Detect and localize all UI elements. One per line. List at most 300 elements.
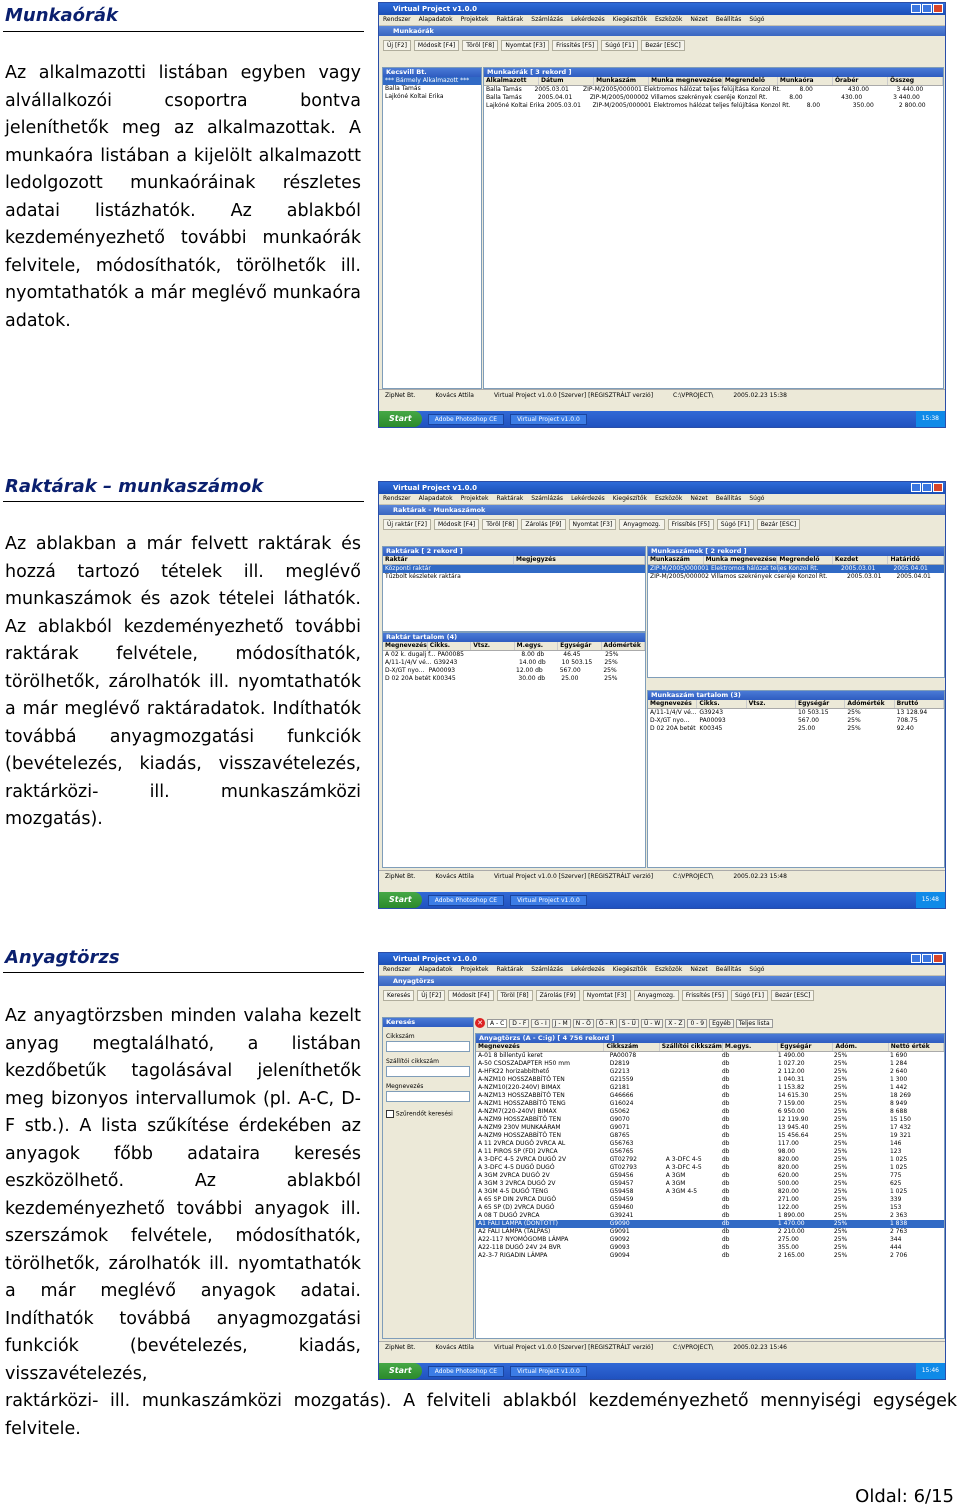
menu-item[interactable]: Projektek bbox=[460, 495, 489, 502]
window-title: Virtual Project v1.0.0 bbox=[393, 955, 477, 963]
table-row[interactable] bbox=[484, 86, 943, 94]
cell: 1 890.00 bbox=[777, 1212, 805, 1219]
toolbar bbox=[379, 36, 945, 54]
table-row[interactable] bbox=[476, 1252, 944, 1260]
menu-item[interactable]: Beállítás bbox=[715, 495, 742, 502]
list-item[interactable] bbox=[383, 77, 481, 85]
grid-title: Munkaórák [ 3 rekord ] bbox=[484, 68, 943, 77]
table-row[interactable] bbox=[476, 1156, 944, 1164]
table-row[interactable] bbox=[476, 1180, 944, 1188]
lock-button[interactable]: Zárolás [F9] bbox=[521, 519, 565, 530]
window-controls bbox=[911, 954, 943, 963]
taskbar-item[interactable]: Virtual Project v1.0.0 bbox=[510, 895, 587, 906]
cell bbox=[474, 659, 517, 667]
material-move-button[interactable]: Anyagmozg. bbox=[634, 990, 679, 1001]
column-header[interactable]: Órabér bbox=[833, 77, 888, 85]
tab-letter[interactable]: S - Ü bbox=[619, 1019, 639, 1028]
menu-item[interactable]: Beállítás bbox=[715, 966, 742, 973]
table-row[interactable] bbox=[383, 659, 645, 667]
column-header[interactable]: Egységár bbox=[558, 642, 601, 650]
menu-item[interactable]: Számlázás bbox=[531, 495, 564, 502]
menu-item[interactable]: Súgó bbox=[749, 495, 765, 502]
table-row[interactable] bbox=[476, 1188, 944, 1196]
cell: 820.00 bbox=[777, 1188, 799, 1195]
cell: db bbox=[721, 1132, 730, 1139]
letter-tabs bbox=[475, 1017, 773, 1029]
table-row[interactable] bbox=[476, 1076, 944, 1084]
cell: 25% bbox=[604, 675, 618, 682]
cell: Elektromos hálózat teljes felújítása bbox=[653, 102, 759, 109]
table-row[interactable] bbox=[476, 1068, 944, 1076]
delete-button[interactable]: Töröl [F8] bbox=[497, 990, 533, 1001]
cell: A-NZM9 230V MUNKAÁRAM bbox=[478, 1124, 561, 1131]
menu-item[interactable]: Kiegészítők bbox=[612, 495, 648, 502]
maximize-icon[interactable] bbox=[922, 483, 932, 492]
menu-item[interactable]: Raktárak bbox=[496, 966, 524, 973]
edit-button[interactable]: Módosít [F4] bbox=[414, 40, 459, 51]
checkbox-icon[interactable] bbox=[386, 1110, 394, 1118]
column-header[interactable]: Összeg bbox=[888, 77, 943, 85]
company-select[interactable]: Kecsvill Bt. bbox=[383, 68, 481, 77]
page-number: Oldal: 6/15 bbox=[855, 1486, 954, 1507]
table-row[interactable] bbox=[648, 709, 944, 717]
tab-letter[interactable]: J - M bbox=[552, 1019, 571, 1028]
material-move-button[interactable]: Anyagmozg. bbox=[619, 519, 664, 530]
section-rule bbox=[3, 31, 364, 32]
cell bbox=[664, 1212, 720, 1220]
name-input[interactable] bbox=[386, 1091, 470, 1102]
column-header[interactable]: Szállítói cikkszám bbox=[661, 1043, 722, 1050]
column-header[interactable]: Kezdet bbox=[833, 556, 889, 564]
tray-clock: 15:48 bbox=[916, 892, 945, 908]
cell: A-NZM1 HOSSZABBÍTÓ TENG bbox=[478, 1100, 566, 1107]
supplier-itemnumber-input[interactable] bbox=[386, 1066, 470, 1077]
menu-item[interactable]: Projektek bbox=[460, 966, 489, 973]
menu-item[interactable]: Nézet bbox=[690, 16, 708, 23]
table-row[interactable] bbox=[476, 1100, 944, 1108]
column-header[interactable]: Egységár bbox=[778, 1043, 833, 1051]
field-label: Szállítói cikkszám bbox=[386, 1058, 439, 1065]
column-header[interactable]: Raktár bbox=[383, 556, 514, 564]
cell: db bbox=[721, 1156, 730, 1163]
table-row[interactable] bbox=[648, 725, 944, 733]
print-button[interactable]: Nyomtat [F3] bbox=[583, 990, 631, 1001]
print-button[interactable]: Nyomtat [F3] bbox=[569, 519, 617, 530]
table-row[interactable] bbox=[476, 1164, 944, 1172]
new-warehouse-button[interactable]: Új raktár [F2] bbox=[383, 519, 431, 530]
cell: A 3-DFC 4-5 2VRCA DUGÓ 2V bbox=[478, 1156, 567, 1163]
help-button[interactable]: Súgó [F1] bbox=[601, 40, 638, 51]
maximize-icon[interactable] bbox=[922, 954, 932, 963]
cell: A/11-1/4/V vé... bbox=[650, 709, 697, 716]
cell: 2005.03.01 bbox=[534, 86, 569, 93]
cell: G59459 bbox=[609, 1196, 634, 1203]
tab-letter[interactable]: G - I bbox=[531, 1019, 549, 1028]
column-header[interactable]: Munka megnevezése bbox=[651, 77, 722, 84]
cell: 444 bbox=[889, 1244, 902, 1251]
column-header[interactable]: Megnevezés bbox=[648, 700, 697, 708]
table-row[interactable] bbox=[476, 1204, 944, 1212]
cell: db bbox=[721, 1052, 730, 1059]
menu-item[interactable]: Eszközök bbox=[655, 495, 683, 502]
tab-letter[interactable]: A - C bbox=[487, 1019, 507, 1028]
table-row[interactable] bbox=[476, 1236, 944, 1244]
menu-item[interactable]: Eszközök bbox=[655, 16, 683, 23]
cell: 25% bbox=[833, 1244, 848, 1251]
column-header[interactable]: Egységár bbox=[796, 700, 845, 708]
cell: 2005.03.01 bbox=[841, 565, 876, 572]
cell: 775 bbox=[889, 1172, 902, 1179]
tab-letter[interactable]: Egyéb bbox=[709, 1019, 734, 1028]
cell: 25% bbox=[833, 1132, 848, 1139]
table-row[interactable] bbox=[476, 1084, 944, 1092]
table-row[interactable] bbox=[383, 565, 645, 573]
cell bbox=[664, 1252, 720, 1260]
window-titlebar bbox=[379, 482, 945, 494]
section-paragraph-raktarak: Az ablakban a már felvett raktárak és hozzá tartozó tételek ill. meglévő munkaszámok és azok tételei láthatók. Az ablakból kezdeményezhető további raktárak felvétele, módosíthatók, törölhetők, zárolhatók ill. nyomtathatók a már meglévő raktáradatok. Indíthatók továbbá anyagmozgatási funkciók (bevételezés, kiadás, visszavételezés, raktárközi- ill. munkaszámközi mozgatás). bbox=[5, 534, 361, 829]
cell: 25% bbox=[833, 1204, 848, 1211]
refresh-button[interactable]: Frissítés [F5] bbox=[682, 990, 728, 1001]
cell bbox=[664, 1148, 720, 1156]
cell: 3 440.00 bbox=[893, 94, 920, 101]
grid-header bbox=[476, 1043, 944, 1052]
cell: db bbox=[721, 1252, 730, 1259]
cell: A-01 8 billentyű keret bbox=[478, 1052, 543, 1059]
close-icon[interactable] bbox=[933, 4, 943, 13]
column-header[interactable]: Vtsz. bbox=[747, 700, 796, 708]
search-panel-title: Keresés bbox=[383, 1018, 473, 1027]
cell: G56765 bbox=[609, 1148, 634, 1155]
filter-checkbox-row[interactable] bbox=[383, 1102, 473, 1126]
search-button[interactable]: Keresés bbox=[383, 990, 414, 1001]
menu-item[interactable]: Súgó bbox=[749, 966, 765, 973]
column-header[interactable]: Munka megnevezése bbox=[705, 556, 777, 563]
cell: 25% bbox=[833, 1100, 848, 1107]
column-header[interactable]: Bruttó bbox=[895, 700, 944, 708]
cell: 117.00 bbox=[777, 1140, 799, 1147]
table-row[interactable] bbox=[476, 1172, 944, 1180]
cell: PA00085 bbox=[437, 651, 465, 658]
menu-item[interactable]: Kiegészítők bbox=[612, 966, 648, 973]
cell: A 02 k. dugalj f... bbox=[385, 651, 436, 658]
grid-title: Raktár tartalom (4) bbox=[383, 633, 645, 642]
cell: 25% bbox=[833, 1084, 848, 1091]
cell: 8 688 bbox=[889, 1108, 908, 1115]
table-row[interactable] bbox=[648, 565, 944, 573]
table-row[interactable] bbox=[476, 1116, 944, 1124]
cell: G39243 bbox=[433, 659, 458, 666]
column-header[interactable]: Megjegyzés bbox=[514, 556, 645, 564]
column-header[interactable]: Cikks. bbox=[428, 642, 471, 650]
cell: 25% bbox=[833, 1108, 848, 1115]
cell: 1 300 bbox=[889, 1076, 908, 1083]
cell: 8.00 db bbox=[521, 651, 545, 658]
cell: G56763 bbox=[609, 1140, 634, 1147]
status-datetime: 2005.02.23 15:48 bbox=[733, 873, 787, 880]
new-button[interactable]: Új [F2] bbox=[383, 40, 411, 51]
column-header[interactable]: Nettó érték bbox=[889, 1043, 944, 1051]
cell: db bbox=[721, 1076, 730, 1083]
menu-item[interactable]: Súgó bbox=[749, 16, 765, 23]
column-header[interactable]: Adóm. bbox=[833, 1043, 888, 1051]
column-header[interactable]: Megnevezés bbox=[476, 1043, 604, 1051]
cell bbox=[474, 675, 517, 683]
cell: G59460 bbox=[609, 1204, 634, 1211]
tab-letter[interactable]: Ű - W bbox=[641, 1019, 663, 1028]
cell: db bbox=[721, 1172, 730, 1179]
section-paragraph-munkaorak: Az alkalmazotti listában egyben vagy alvállalkozói csoportra bontva jeleníthetők meg az alkalmazottak. A munkaóra listában a kijelölt alkalmazott ledolgozott munkaóráinak részletes adatai listázhatók. Az ablakból kezdeményezhető további munkaórák felvitele, módosíthatók, törölhetők ill. nyomtathatók a már meglévő munkaóra adatok. bbox=[5, 63, 361, 331]
menu-item[interactable]: Lekérdezés bbox=[571, 966, 605, 973]
tab-letter[interactable]: Teljes lista bbox=[736, 1019, 773, 1028]
menu-item[interactable]: Számlázás bbox=[531, 16, 564, 23]
cell: PA00078 bbox=[609, 1052, 637, 1059]
close-button[interactable]: Bezár [ESC] bbox=[757, 519, 800, 530]
section-title-munkaorak: Munkaórák bbox=[5, 5, 119, 26]
cell: A-NZM7(220-240V) BIMAX bbox=[478, 1108, 557, 1115]
tab-letter[interactable]: Ő - R bbox=[596, 1019, 617, 1028]
taskbar-item[interactable]: Virtual Project v1.0.0 bbox=[510, 1366, 587, 1377]
menu-item[interactable]: Lekérdezés bbox=[571, 16, 605, 23]
help-button[interactable]: Súgó [F1] bbox=[717, 519, 754, 530]
cell bbox=[664, 1092, 720, 1100]
table-row[interactable] bbox=[476, 1124, 944, 1132]
table-row[interactable] bbox=[476, 1140, 944, 1148]
grid-title: Munkaszámok [ 2 rekord ] bbox=[648, 547, 944, 556]
cell: 25% bbox=[833, 1220, 848, 1227]
minimize-icon[interactable] bbox=[911, 483, 921, 492]
delete-button[interactable]: Töröl [F8] bbox=[482, 519, 518, 530]
close-button[interactable]: Bezár [ESC] bbox=[771, 990, 814, 1001]
cell: 820.00 bbox=[777, 1156, 799, 1163]
table-row[interactable] bbox=[476, 1228, 944, 1236]
cell: Villamos szekrények cseréje bbox=[710, 573, 796, 580]
menu-item[interactable]: Kiegészítők bbox=[612, 16, 648, 23]
new-button[interactable]: Új [F2] bbox=[417, 990, 445, 1001]
table-row[interactable] bbox=[383, 667, 645, 675]
table-row[interactable] bbox=[383, 675, 645, 683]
list-item-label: Lajkóné Koltai Erika bbox=[385, 93, 444, 100]
menu-item[interactable]: Nézet bbox=[690, 495, 708, 502]
cell: db bbox=[721, 1164, 730, 1171]
cell bbox=[664, 1132, 720, 1140]
taskbar-item[interactable]: Adobe Photoshop CE bbox=[428, 414, 504, 425]
warehouse-content-grid bbox=[382, 632, 646, 868]
column-header[interactable]: Dátum bbox=[539, 77, 594, 85]
cell: Konzol Rt. bbox=[797, 573, 828, 580]
table-row[interactable] bbox=[476, 1220, 944, 1228]
cell bbox=[664, 1116, 720, 1124]
cell: 123 bbox=[889, 1148, 902, 1155]
table-row[interactable] bbox=[648, 573, 944, 581]
list-item[interactable] bbox=[383, 85, 481, 93]
column-header[interactable]: Cikks. bbox=[697, 700, 746, 708]
delete-button[interactable]: Töröl [F8] bbox=[462, 40, 498, 51]
menu-item[interactable]: Számlázás bbox=[531, 966, 564, 973]
start-button[interactable]: Start bbox=[379, 411, 422, 427]
menu-item[interactable]: Rendszer bbox=[383, 966, 411, 973]
screenshot-raktarak bbox=[378, 481, 946, 909]
cell: A2-3-7 RIGADIN LÁMPA bbox=[478, 1252, 548, 1259]
minimize-icon[interactable] bbox=[911, 954, 921, 963]
column-header[interactable]: M.egys. bbox=[723, 1043, 778, 1051]
cell: 25% bbox=[833, 1172, 848, 1179]
cell: 1 470.00 bbox=[777, 1220, 805, 1227]
column-header[interactable]: Cikkszám bbox=[604, 1043, 659, 1051]
menu-item[interactable]: Projektek bbox=[460, 16, 489, 23]
cell: db bbox=[721, 1060, 730, 1067]
table-row[interactable] bbox=[476, 1132, 944, 1140]
column-header[interactable]: Munkaszám bbox=[648, 556, 704, 564]
tab-letter[interactable]: D - F bbox=[509, 1019, 529, 1028]
menu-bar bbox=[379, 494, 945, 505]
tab-letter[interactable]: X - Z bbox=[665, 1019, 685, 1028]
print-button[interactable]: Nyomtat [F3] bbox=[501, 40, 549, 51]
cell: A 11 2VRCA DUGÓ 2VRCA AL bbox=[478, 1140, 566, 1147]
table-row[interactable] bbox=[476, 1060, 944, 1068]
toolbar bbox=[379, 986, 945, 1004]
table-row[interactable] bbox=[476, 1196, 944, 1204]
taskbar-item[interactable]: Adobe Photoshop CE bbox=[428, 895, 504, 906]
cell bbox=[477, 651, 519, 659]
cell: 430.00 bbox=[841, 94, 863, 101]
start-button[interactable]: Start bbox=[379, 892, 422, 908]
cell: A1 FALI LÁMPA (DONTÖTT) bbox=[478, 1220, 558, 1227]
cell: A 3GM 4-5 DUGÓ TENG bbox=[478, 1188, 549, 1195]
cell: 7 159.00 bbox=[777, 1100, 805, 1107]
cell: 14 615.30 bbox=[777, 1092, 809, 1099]
cell: 2 112.00 bbox=[777, 1068, 805, 1075]
menu-item[interactable]: Alapadatok bbox=[418, 16, 453, 23]
column-header[interactable]: Határidő bbox=[888, 556, 944, 564]
menu-item[interactable]: Raktárak bbox=[496, 495, 524, 502]
menu-item[interactable]: Rendszer bbox=[383, 495, 411, 502]
status-company: ZipNet Bt. bbox=[385, 392, 416, 399]
column-header[interactable]: Megrendelő bbox=[723, 77, 778, 85]
cell: K00345 bbox=[432, 675, 456, 682]
menu-item[interactable]: Rendszer bbox=[383, 16, 411, 23]
cell bbox=[664, 1076, 720, 1084]
cell: A 3-DFC 4-5 bbox=[665, 1164, 702, 1171]
column-header[interactable]: Megnevezés bbox=[385, 642, 427, 649]
cell: 15 456.64 bbox=[777, 1132, 809, 1139]
table-row[interactable] bbox=[476, 1092, 944, 1100]
column-header[interactable]: Megrendelő bbox=[777, 556, 833, 564]
cell: Balla Tamás bbox=[486, 94, 522, 101]
itemnumber-input[interactable] bbox=[386, 1041, 470, 1052]
cell: GT02793 bbox=[609, 1164, 637, 1171]
jobnumber-content-grid bbox=[647, 690, 945, 868]
cell: D 02 20A betét bbox=[385, 675, 431, 682]
taskbar-item[interactable]: Adobe Photoshop CE bbox=[428, 1366, 504, 1377]
cell bbox=[664, 1060, 720, 1068]
cell: Konzol Rt. bbox=[750, 86, 781, 93]
cell: G9094 bbox=[609, 1252, 630, 1259]
table-row[interactable] bbox=[648, 717, 944, 725]
close-icon[interactable] bbox=[933, 483, 943, 492]
cell: 25% bbox=[833, 1116, 848, 1123]
menu-item[interactable]: Eszközök bbox=[655, 966, 683, 973]
cell: 25% bbox=[833, 1148, 848, 1155]
menu-item[interactable]: Beállítás bbox=[715, 16, 742, 23]
table-row[interactable] bbox=[484, 94, 943, 102]
cell: 2005.04.01 bbox=[893, 565, 928, 572]
menu-item[interactable]: Lekérdezés bbox=[571, 495, 605, 502]
column-header[interactable]: Alkalmazott bbox=[484, 77, 539, 85]
menu-item[interactable]: Raktárak bbox=[496, 16, 524, 23]
maximize-icon[interactable] bbox=[922, 4, 932, 13]
cell: Elektromos hálózat teljes bbox=[710, 565, 787, 572]
cell: G8765 bbox=[609, 1132, 630, 1139]
lock-button[interactable]: Zárolás [F9] bbox=[536, 990, 580, 1001]
column-header[interactable]: Munkaszám bbox=[594, 77, 649, 85]
cell: db bbox=[721, 1116, 730, 1123]
cell: 25% bbox=[833, 1252, 848, 1259]
cell: db bbox=[721, 1212, 730, 1219]
cell: 2 363 bbox=[889, 1212, 908, 1219]
table-row[interactable] bbox=[476, 1052, 944, 1060]
cell: A-50 CSOSZADAPTER H50 mm bbox=[478, 1060, 570, 1067]
column-header[interactable]: Vtsz. bbox=[471, 642, 514, 650]
refresh-button[interactable]: Frissítés [F5] bbox=[552, 40, 598, 51]
column-header[interactable]: M.egys. bbox=[515, 642, 558, 650]
start-button[interactable]: Start bbox=[379, 1363, 422, 1379]
table-row[interactable] bbox=[383, 651, 645, 659]
close-filter-icon[interactable]: ✕ bbox=[475, 1018, 485, 1028]
table-row[interactable] bbox=[476, 1148, 944, 1156]
table-row[interactable] bbox=[476, 1108, 944, 1116]
tab-letter[interactable]: 0 - 9 bbox=[687, 1019, 707, 1028]
list-item[interactable] bbox=[383, 93, 481, 101]
close-icon[interactable] bbox=[933, 954, 943, 963]
status-bar bbox=[379, 389, 945, 402]
table-row[interactable] bbox=[383, 573, 645, 581]
edit-button[interactable]: Módosít [F4] bbox=[448, 990, 493, 1001]
column-header[interactable]: Adómérték bbox=[845, 700, 894, 708]
table-row[interactable] bbox=[476, 1212, 944, 1220]
cell: 1 027.20 bbox=[777, 1060, 805, 1067]
menu-item[interactable]: Alapadatok bbox=[418, 966, 453, 973]
taskbar-item[interactable]: Virtual Project v1.0.0 bbox=[510, 414, 587, 425]
column-header[interactable]: Adómérték bbox=[602, 642, 645, 650]
cell: 820.00 bbox=[777, 1164, 799, 1171]
window-titlebar bbox=[379, 3, 945, 15]
cell bbox=[514, 565, 645, 573]
tray-clock: 15:38 bbox=[916, 411, 945, 427]
edit-button[interactable]: Módosít [F4] bbox=[434, 519, 479, 530]
cell: 2 165.00 bbox=[777, 1252, 805, 1259]
taskbar bbox=[379, 1363, 945, 1379]
table-row[interactable] bbox=[476, 1244, 944, 1252]
inner-window-title: Raktárak - Munkaszámok bbox=[379, 505, 945, 515]
column-header[interactable]: Munkaóra bbox=[778, 77, 833, 85]
cell: G9092 bbox=[609, 1236, 630, 1243]
refresh-button[interactable]: Frissítés [F5] bbox=[668, 519, 714, 530]
cell: G2181 bbox=[609, 1084, 630, 1091]
menu-item[interactable]: Nézet bbox=[690, 966, 708, 973]
tab-letter[interactable]: N - Ö bbox=[573, 1019, 594, 1028]
menu-item[interactable]: Alapadatok bbox=[418, 495, 453, 502]
cell: Konzol Rt. bbox=[788, 565, 819, 572]
cell: db bbox=[721, 1124, 730, 1131]
cell: 708.75 bbox=[896, 717, 918, 724]
cell bbox=[470, 667, 514, 675]
grid-title: Anyagtörzs (A - C:ig) [ 4 756 rekord ] bbox=[476, 1034, 944, 1043]
minimize-icon[interactable] bbox=[911, 4, 921, 13]
cell: 2005.04.01 bbox=[537, 94, 573, 101]
help-button[interactable]: Súgó [F1] bbox=[731, 990, 768, 1001]
table-row[interactable] bbox=[484, 102, 943, 110]
close-button[interactable]: Bezár [ESC] bbox=[641, 40, 684, 51]
